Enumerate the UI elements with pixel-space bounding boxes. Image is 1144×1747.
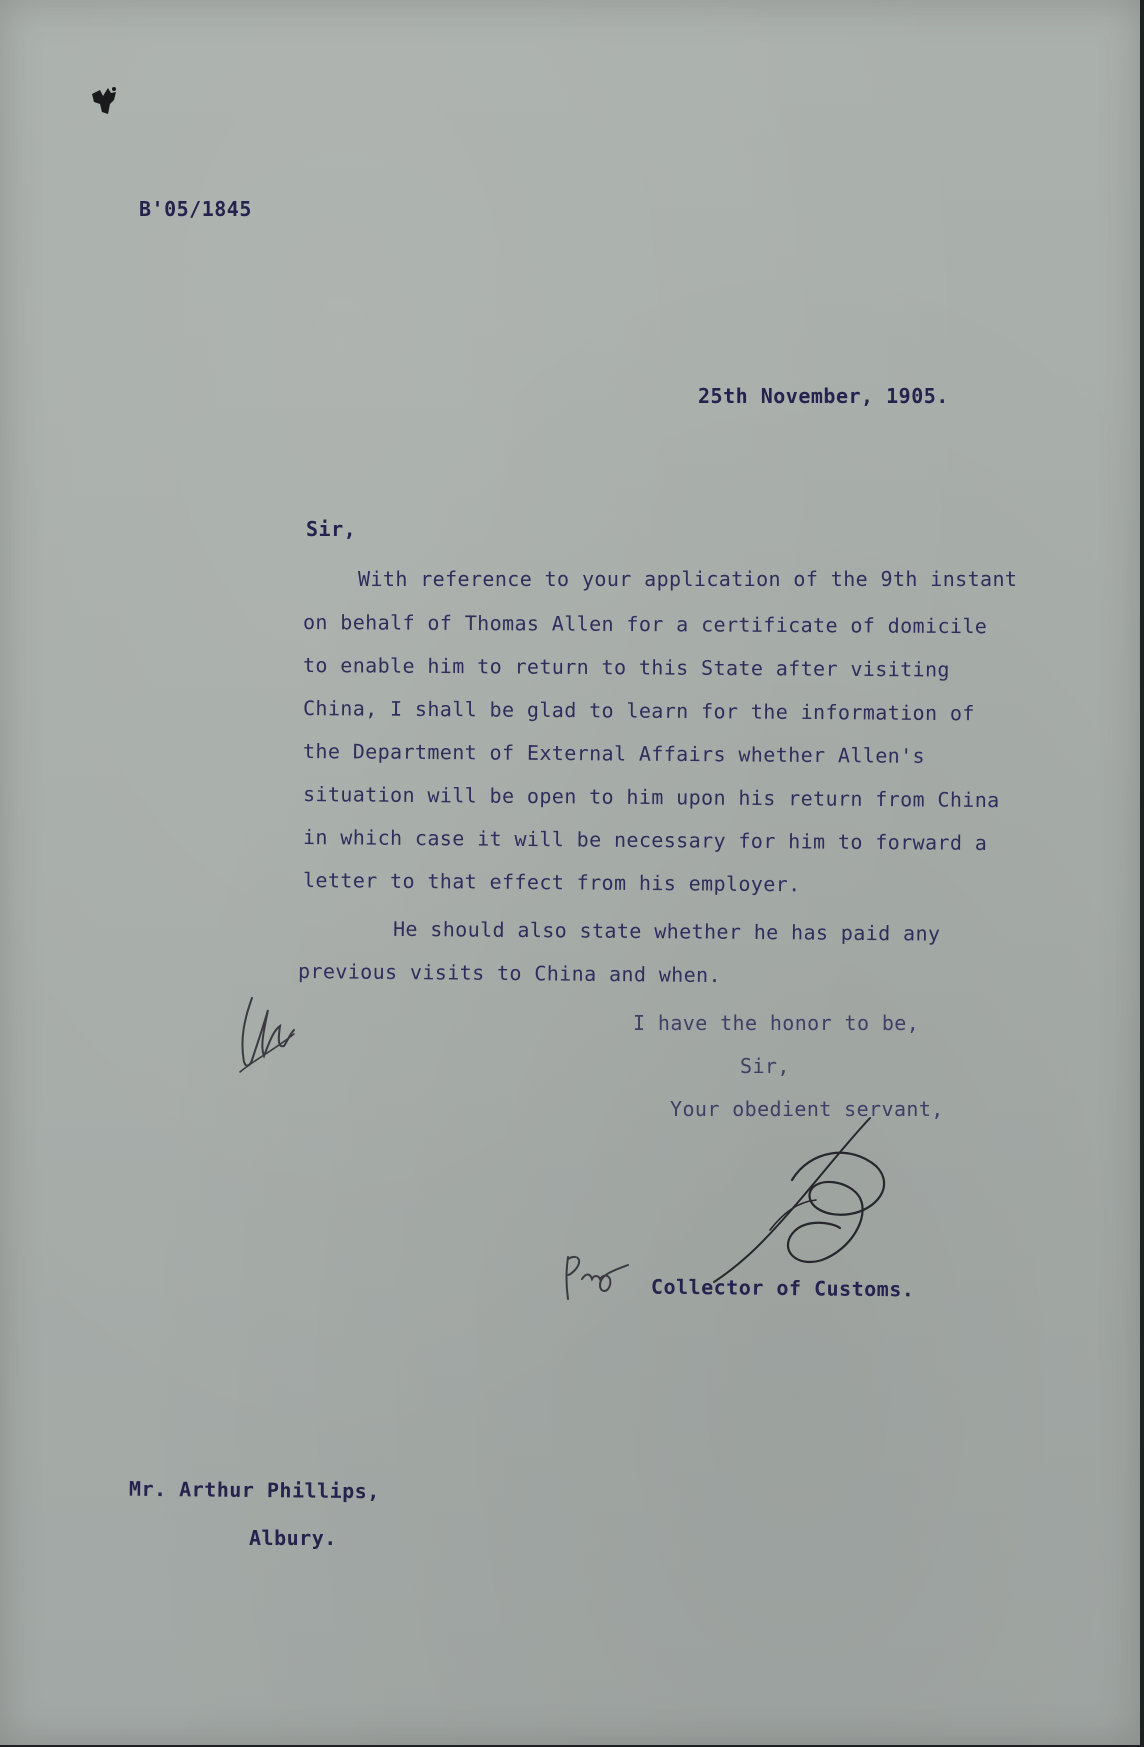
addressee-place: Albury. — [249, 1526, 337, 1550]
body-line: China, I shall be glad to learn for the information of — [302, 696, 975, 726]
salutation: Sir, — [306, 517, 357, 541]
marginal-initials-mark — [234, 990, 298, 1076]
collector-signature — [700, 1110, 900, 1285]
letter-paragraph-2 — [298, 907, 1058, 993]
pro-annotation-mark — [560, 1245, 632, 1309]
body-line: the Department of External Affairs whether Allen's — [302, 739, 926, 768]
closing-line: Your obedient servant, — [670, 1097, 944, 1121]
reference-number: B'05/1845 — [139, 197, 252, 221]
ink-blot-mark — [88, 84, 122, 118]
body-line: on behalf of Thomas Allen for a certificate of domicile — [302, 610, 988, 639]
paragraph2-line: previous visits to China and when. — [297, 959, 722, 988]
paragraph2-line: He should also state whether he has paid any — [392, 916, 941, 946]
body-line: situation will be open to him upon his return from China — [302, 782, 1000, 813]
closing-line: Sir, — [740, 1054, 790, 1078]
closing-line: I have the honor to be, — [633, 1011, 920, 1035]
letter-body — [303, 558, 1083, 902]
signatory-title: Collector of Customs. — [650, 1274, 915, 1302]
body-line: to enable him to return to this State after visiting — [302, 653, 951, 682]
body-line: letter to that effect from his employer. — [302, 868, 801, 897]
letter-date: 25th November, 1905. — [698, 384, 949, 408]
addressee-name: Mr. Arthur Phillips, — [128, 1476, 380, 1504]
body-line: With reference to your application of the 9th instant — [358, 567, 1018, 591]
body-line: in which case it will be necessary for him to forward a — [302, 825, 988, 855]
